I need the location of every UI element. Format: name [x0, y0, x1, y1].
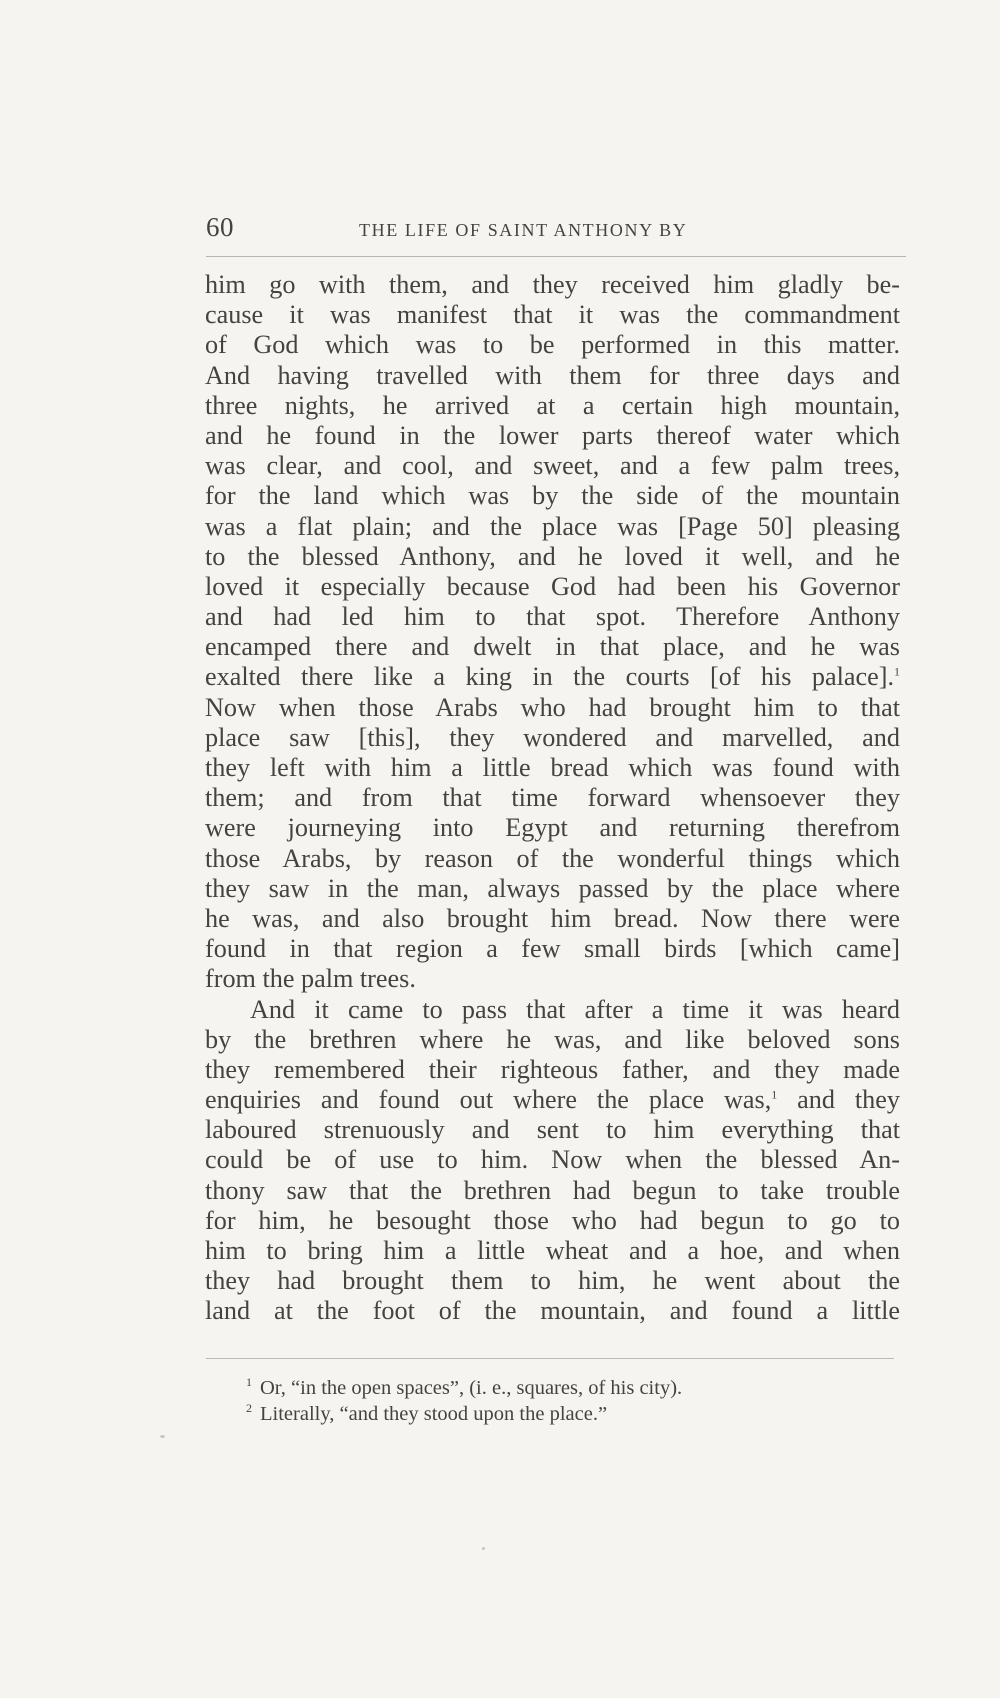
text-line: And having travelled with them for three days and [205, 360, 900, 390]
text-line: they had brought them to him, he went about the [205, 1266, 900, 1296]
text-line-segment: enquiries and found out where the place was, [205, 1085, 772, 1115]
text-line: those Arabs, by reason of the wonderful things which [205, 843, 900, 873]
text-line: of God which was to be performed in this matter. [205, 330, 900, 360]
text-line: for the land which was by the side of the mountain [205, 481, 900, 511]
text-line: he was, and also brought him bread. Now there were [205, 903, 900, 933]
text-line: they left with him a little bread which was found with [205, 753, 900, 782]
footnote-reference: 1 [894, 664, 900, 679]
footnote-text: Literally, “and they stood upon the place.” [260, 1403, 608, 1425]
page-number: 60 [206, 212, 234, 242]
footnote-marker: 1 [246, 1375, 252, 1390]
text-line: encamped there and dwelt in that place, and he was [205, 632, 900, 662]
text-line: found in that region a few small birds [which came] [205, 934, 900, 964]
text-line: them; and from that time forward whensoever they [205, 783, 900, 813]
text-line: and he found in the lower parts thereof water which [205, 420, 900, 450]
footnote-marker: 2 [246, 1401, 252, 1416]
text-line-with-footnote [205, 662, 900, 692]
text-line: cause it was manifest that it was the commandment [205, 300, 900, 330]
footnote-text: Or, “in the open spaces”, (i. e., squares, of his city). [260, 1377, 683, 1399]
text-line: thony saw that the brethren had begun to take trouble [205, 1175, 900, 1205]
page-header [206, 212, 906, 252]
text-line: to the blessed Anthony, and he loved it well, and he [205, 541, 900, 571]
footnote-rule [206, 1358, 894, 1359]
paragraph-first-line: And it came to pass that after a time it was heard [250, 994, 900, 1024]
text-line: him go with them, and they received him gladly be- [205, 270, 900, 299]
running-head: THE LIFE OF SAINT ANTHONY BY [359, 220, 688, 240]
footnote-reference: 1 [771, 1087, 778, 1102]
text-line-with-footnote [205, 1085, 900, 1115]
text-line-segment: and they [777, 1085, 900, 1115]
text-line: land at the foot of the mountain, and found a little [205, 1296, 900, 1326]
body-text [205, 270, 900, 1327]
footnote-2 [246, 1401, 682, 1427]
text-line: laboured strenuously and sent to him everything that [205, 1115, 900, 1145]
paragraph-last-line: from the palm trees. [205, 964, 416, 994]
paper-speck [482, 1547, 485, 1550]
text-line: and had led him to that spot. Therefore Anthony [205, 602, 900, 632]
text-line: place saw [this], they wondered and marvelled, and [205, 722, 900, 752]
text-line: could be of use to him. Now when the blessed An- [205, 1145, 900, 1175]
footnote-1 [246, 1375, 682, 1401]
header-rule [206, 256, 906, 257]
text-line-segment: exalted there like a king in the courts [of his palace]. [205, 662, 894, 692]
text-line: by the brethren where he was, and like beloved sons [205, 1024, 900, 1054]
text-line: was a flat plain; and the place was [Page 50] pleasing [205, 511, 900, 541]
text-line: were journeying into Egypt and returning therefrom [205, 813, 900, 843]
paper-speck [160, 1435, 165, 1438]
text-line: they remembered their righteous father, and they made [205, 1054, 900, 1084]
text-line: Now when those Arabs who had brought him to that [205, 692, 900, 722]
text-line: for him, he besought those who had begun to go to [205, 1205, 900, 1235]
text-line: him to bring him a little wheat and a hoe, and when [205, 1236, 900, 1265]
text-line: was clear, and cool, and sweet, and a few palm trees, [205, 451, 900, 481]
footnotes [246, 1375, 682, 1427]
text-line: they saw in the man, always passed by the place where [205, 873, 900, 903]
text-line: loved it especially because God had been his Governor [205, 571, 900, 601]
text-line: three nights, he arrived at a certain high mountain, [205, 390, 900, 420]
